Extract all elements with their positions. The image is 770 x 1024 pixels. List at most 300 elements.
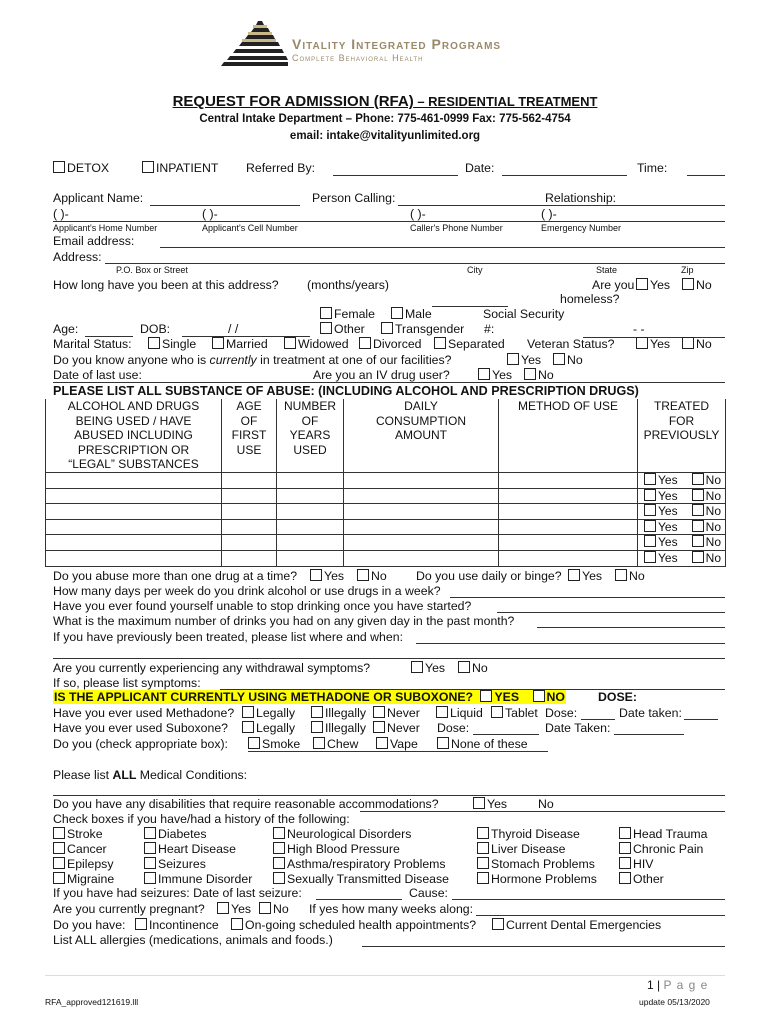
treated-yes[interactable] (644, 535, 678, 549)
condition-checkbox[interactable] (619, 872, 631, 884)
transgender-label: Transgender (395, 322, 465, 336)
appointments-option[interactable] (231, 918, 476, 932)
prev-treated-field[interactable] (416, 643, 725, 644)
condition-option[interactable] (273, 872, 449, 886)
condition-checkbox[interactable] (477, 872, 489, 884)
transgender-checkbox[interactable] (381, 322, 393, 334)
do-you-check-label: Do you (check appropriate box): (53, 737, 228, 751)
no-label: No (705, 472, 721, 487)
person-calling-field[interactable] (398, 205, 725, 206)
col1-line: “LEGAL” SUBSTANCES (68, 457, 199, 472)
medical-pre: Please list (53, 768, 113, 782)
none-label: None of these (451, 737, 528, 751)
methadone-tablet-checkbox[interactable] (491, 706, 503, 718)
cause-label: Cause: (409, 886, 448, 900)
col-age-first-use (222, 399, 277, 472)
methadone-legally[interactable] (242, 706, 295, 720)
condition-option[interactable] (144, 857, 206, 871)
incontinence-checkbox[interactable] (135, 918, 147, 930)
cell[interactable] (222, 472, 277, 488)
condition-checkbox[interactable] (273, 872, 285, 884)
treated-yes[interactable] (644, 520, 678, 534)
list-symptoms-label: If so, please list symptoms: (53, 676, 201, 690)
cell[interactable] (277, 519, 344, 535)
col1-line: ALCOHOL AND DRUGS (67, 399, 200, 413)
condition-checkbox[interactable] (619, 857, 631, 869)
condition-option[interactable] (53, 857, 113, 871)
age-label: Age: (53, 322, 79, 336)
daily-binge-yes-checkbox[interactable] (568, 569, 580, 581)
condition-label: Heart Disease (158, 842, 236, 856)
methadone-never[interactable] (373, 706, 420, 720)
chew-checkbox[interactable] (313, 737, 325, 749)
know-no[interactable] (553, 353, 583, 367)
none-option[interactable] (437, 737, 528, 751)
suboxone-date-field[interactable] (614, 734, 684, 735)
inpatient-checkbox[interactable] (142, 161, 154, 173)
divorced-option[interactable] (359, 337, 422, 351)
phones-line[interactable] (53, 221, 725, 222)
methadone-tablet[interactable] (491, 706, 538, 720)
more-than-one-yes-label: Yes (324, 569, 345, 583)
cell[interactable] (344, 488, 499, 504)
unable-stop-field[interactable] (497, 612, 725, 613)
condition-label: Sexually Transmitted Disease (287, 872, 449, 886)
withdrawal-yes-label: Yes (425, 661, 446, 675)
separated-checkbox[interactable] (434, 337, 446, 349)
single-option[interactable] (148, 337, 196, 351)
condition-option[interactable] (619, 872, 664, 886)
suboxone-legally[interactable] (242, 721, 295, 735)
cell[interactable] (277, 504, 344, 520)
methadone-no-checkbox[interactable] (533, 690, 545, 702)
referred-by-field[interactable] (333, 175, 458, 176)
disabilities-yes-label: Yes (487, 797, 508, 811)
cell[interactable] (277, 488, 344, 504)
transgender-option[interactable] (381, 322, 464, 336)
max-drinks-question: What is the maximum number of drinks you had on any given day in the past month? (53, 614, 515, 628)
treated-yes[interactable] (644, 504, 678, 518)
appointments-checkbox[interactable] (231, 918, 243, 930)
iv-yes-checkbox[interactable] (478, 368, 490, 380)
cell[interactable] (46, 488, 222, 504)
smoke-option[interactable] (248, 737, 300, 751)
vape-option[interactable] (376, 737, 418, 751)
no-label: No (705, 535, 721, 550)
suboxone-illegally[interactable] (311, 721, 366, 735)
pregnant-yes[interactable] (217, 902, 251, 916)
condition-option[interactable] (144, 827, 207, 841)
pregnant-question: Are you currently pregnant? (53, 902, 205, 916)
disabilities-no-checkbox[interactable] (524, 797, 536, 809)
condition-option[interactable] (273, 842, 400, 856)
page-word: P a g e (663, 978, 709, 992)
know-anyone-question (53, 353, 452, 367)
cause-field[interactable] (452, 899, 725, 900)
suboxone-dose-label: Dose: (437, 721, 470, 735)
treated-no[interactable] (692, 535, 721, 549)
separated-option[interactable] (434, 337, 505, 351)
disabilities-no[interactable] (524, 797, 554, 811)
pregnant-no[interactable] (259, 902, 289, 916)
know-q-pre: Do you know anyone who is (53, 353, 210, 367)
homeless-yes-label: Yes (650, 278, 671, 292)
veteran-yes-checkbox[interactable] (636, 337, 648, 349)
cell[interactable] (499, 504, 638, 520)
treated-cell[interactable] (638, 550, 726, 566)
illegally-label: Illegally (325, 706, 367, 720)
more-than-one-question: Do you abuse more than one drug at a time? (53, 569, 298, 583)
treated-no[interactable] (692, 520, 721, 534)
homeless-yes-checkbox[interactable] (636, 278, 648, 290)
disabilities-yes-checkbox[interactable] (473, 797, 485, 809)
condition-checkbox[interactable] (477, 842, 489, 854)
condition-label: Cancer (67, 842, 107, 856)
contact-line: Central Intake Department – Phone: 775-461-0999 Fax: 775-562-4754 (199, 113, 571, 125)
col6-line: FOR (668, 413, 695, 428)
iv-no[interactable] (524, 368, 554, 382)
withdrawal-yes-checkbox[interactable] (411, 661, 423, 673)
do-you-have-label: Do you have: (53, 918, 126, 932)
title-main: REQUEST FOR ADMISSION (RFA) (172, 93, 414, 110)
detox-option[interactable] (53, 161, 109, 175)
condition-option[interactable] (53, 872, 114, 886)
disabilities-field[interactable] (360, 811, 725, 812)
withdrawal-no-checkbox[interactable] (458, 661, 470, 673)
seizure-date-field[interactable] (316, 899, 402, 900)
iv-question: Are you an IV drug user? (313, 368, 450, 382)
suboxone-legally-checkbox[interactable] (242, 721, 254, 733)
condition-checkbox[interactable] (273, 827, 285, 839)
detox-checkbox[interactable] (53, 161, 65, 173)
condition-label: Migraine (67, 872, 115, 886)
vape-checkbox[interactable] (376, 737, 388, 749)
disabilities-yes[interactable] (473, 797, 507, 811)
condition-option[interactable] (477, 857, 595, 871)
time-field[interactable] (687, 175, 725, 176)
cell[interactable] (46, 519, 222, 535)
iv-yes[interactable] (478, 368, 512, 382)
ss-dashes: - - (633, 322, 645, 336)
homeless-yes[interactable] (636, 278, 670, 292)
col4-line: CONSUMPTION (376, 413, 466, 428)
substance-heading: PLEASE LIST ALL SUBSTANCE OF ABUSE: (INCLUDING ALCOHOL AND PRESCRIPTION DRUGS) (53, 384, 639, 398)
condition-option[interactable] (477, 827, 580, 841)
homeless-no-label: No (696, 278, 712, 292)
widowed-option[interactable] (284, 337, 349, 351)
veteran-no-checkbox[interactable] (682, 337, 694, 349)
person-calling-label: Person Calling: (312, 191, 396, 205)
cell[interactable] (344, 550, 499, 566)
methadone-yes-checkbox[interactable] (480, 690, 492, 702)
suboxone-never[interactable] (373, 721, 420, 735)
incontinence-option[interactable] (135, 918, 219, 932)
cell[interactable] (499, 550, 638, 566)
page-num: 1 (647, 978, 654, 992)
treated-cell[interactable] (638, 472, 726, 488)
cell[interactable] (499, 488, 638, 504)
logo-name: Vitality Integrated Programs (292, 36, 502, 52)
treated-no[interactable] (692, 489, 721, 503)
prev-treated-field-2[interactable] (53, 658, 725, 659)
condition-label: Stroke (67, 827, 103, 841)
condition-checkbox[interactable] (53, 827, 65, 839)
suboxone-dose-field[interactable] (473, 734, 539, 735)
tobacco-underline (248, 751, 548, 752)
condition-option[interactable] (477, 842, 566, 856)
condition-option[interactable] (619, 842, 703, 856)
other-gender-option[interactable] (320, 322, 365, 336)
date-label: Date: (465, 161, 495, 175)
dental-checkbox[interactable] (492, 918, 504, 930)
cell[interactable] (277, 550, 344, 566)
condition-checkbox[interactable] (53, 872, 65, 884)
methadone-date-label: Date taken: (619, 706, 682, 720)
more-than-one-no-label: No (371, 569, 387, 583)
weeks-along-label: If yes how many weeks along: (309, 902, 474, 916)
treated-cell[interactable] (638, 535, 726, 551)
col4-line: DAILY (404, 399, 438, 413)
emergency-phone-paren: ( )- (541, 207, 557, 221)
male-checkbox[interactable] (391, 307, 403, 319)
know-yes-checkbox[interactable] (507, 353, 519, 365)
more-than-one-no-checkbox[interactable] (357, 569, 369, 581)
married-option[interactable] (212, 337, 268, 351)
methadone-illegally-checkbox[interactable] (311, 706, 323, 718)
condition-checkbox[interactable] (53, 857, 65, 869)
max-drinks-field[interactable] (537, 627, 725, 628)
divorced-checkbox[interactable] (359, 337, 371, 349)
condition-checkbox[interactable] (144, 872, 156, 884)
cell[interactable] (344, 535, 499, 551)
footer-left: RFA_approved121619.lll (45, 997, 139, 1007)
condition-option[interactable] (53, 842, 107, 856)
male-option[interactable] (391, 307, 432, 321)
suboxone-illegally-checkbox[interactable] (311, 721, 323, 733)
cell[interactable] (499, 519, 638, 535)
methadone-never-checkbox[interactable] (373, 706, 385, 718)
female-option[interactable] (320, 307, 375, 321)
cell[interactable] (222, 488, 277, 504)
cell[interactable] (46, 550, 222, 566)
more-than-one-no[interactable] (357, 569, 387, 583)
cell[interactable] (222, 504, 277, 520)
condition-option[interactable] (144, 872, 252, 886)
cell[interactable] (46, 504, 222, 520)
no-label: No (705, 519, 721, 534)
condition-option[interactable] (53, 827, 103, 841)
female-checkbox[interactable] (320, 307, 332, 319)
veteran-label: Veteran Status? (527, 337, 615, 351)
cell[interactable] (499, 535, 638, 551)
condition-label: Thyroid Disease (491, 827, 580, 841)
withdrawal-no-label: No (472, 661, 488, 675)
single-checkbox[interactable] (148, 337, 160, 349)
treated-no[interactable] (692, 551, 721, 565)
treated-cell[interactable] (638, 504, 726, 520)
know-q-post: in treatment at one of our facilities? (256, 353, 452, 367)
treated-cell[interactable] (638, 488, 726, 504)
married-checkbox[interactable] (212, 337, 224, 349)
logo-tagline: Complete Behavioral Health (292, 53, 424, 63)
pregnant-no-checkbox[interactable] (259, 902, 271, 914)
methadone-illegally[interactable] (311, 706, 366, 720)
condition-option[interactable] (273, 857, 446, 871)
substance-row[interactable] (46, 519, 726, 535)
condition-option[interactable] (619, 827, 708, 841)
suboxone-date-label: Date Taken: (545, 721, 611, 735)
cell[interactable] (344, 504, 499, 520)
condition-label: Head Trauma (633, 827, 708, 841)
smoke-checkbox[interactable] (248, 737, 260, 749)
veteran-no-label: No (696, 337, 712, 351)
po-caption: P.O. Box or Street (116, 265, 188, 275)
illegally-label: Illegally (325, 721, 367, 735)
know-yes[interactable] (507, 353, 541, 367)
substance-row[interactable] (46, 488, 726, 504)
condition-checkbox[interactable] (477, 827, 489, 839)
methadone-legally-checkbox[interactable] (242, 706, 254, 718)
substance-row[interactable] (46, 504, 726, 520)
condition-option[interactable] (273, 827, 411, 841)
condition-checkbox[interactable] (144, 842, 156, 854)
substance-header-row (46, 399, 726, 472)
condition-checkbox[interactable] (619, 827, 631, 839)
cell[interactable] (222, 550, 277, 566)
more-than-one-yes-checkbox[interactable] (310, 569, 322, 581)
condition-checkbox[interactable] (53, 842, 65, 854)
substance-row[interactable] (46, 472, 726, 488)
cell[interactable] (344, 472, 499, 488)
inpatient-label: INPATIENT (156, 161, 219, 175)
address-label: Address: (53, 250, 102, 264)
condition-label: Diabetes (158, 827, 207, 841)
know-no-checkbox[interactable] (553, 353, 565, 365)
single-label: Single (162, 337, 197, 351)
pregnant-no-label: No (273, 902, 289, 916)
inpatient-option[interactable] (142, 161, 218, 175)
medical-conditions-field[interactable] (53, 795, 725, 796)
days-per-week-field[interactable] (450, 597, 725, 598)
never-label: Never (387, 706, 420, 720)
condition-option[interactable] (477, 872, 597, 886)
treated-no[interactable] (692, 504, 721, 518)
condition-checkbox[interactable] (144, 857, 156, 869)
condition-checkbox[interactable] (144, 827, 156, 839)
other-gender-checkbox[interactable] (320, 322, 332, 334)
substance-row[interactable] (46, 550, 726, 566)
allergies-label: List ALL allergies (medications, animals and foods.) (53, 933, 333, 947)
cell[interactable] (499, 472, 638, 488)
widowed-checkbox[interactable] (284, 337, 296, 349)
veteran-yes[interactable] (636, 337, 670, 351)
condition-label: Immune Disorder (158, 872, 253, 886)
treated-cell[interactable] (638, 519, 726, 535)
col-method (499, 399, 638, 472)
methadone-liquid-checkbox[interactable] (436, 706, 448, 718)
methadone-question (53, 690, 566, 704)
col5-line: METHOD OF USE (517, 399, 618, 413)
cell[interactable] (344, 519, 499, 535)
cell-phone-paren: ( )- (202, 207, 218, 221)
iv-yes-label: Yes (492, 368, 513, 382)
vape-label: Vape (390, 737, 418, 751)
pregnant-yes-checkbox[interactable] (217, 902, 229, 914)
homeless-no-checkbox[interactable] (682, 278, 694, 290)
treated-yes[interactable] (644, 473, 678, 487)
methadone-liquid[interactable] (436, 706, 483, 720)
cell[interactable] (277, 535, 344, 551)
date-field[interactable] (502, 175, 627, 176)
tablet-label: Tablet (505, 706, 538, 720)
methadone-dose-field[interactable] (581, 719, 615, 720)
veteran-no[interactable] (682, 337, 712, 351)
email-address-field[interactable] (160, 247, 725, 248)
treated-yes[interactable] (644, 489, 678, 503)
cell[interactable] (222, 519, 277, 535)
withdrawal-yes[interactable] (411, 661, 445, 675)
col6-line: PREVIOUSLY (643, 428, 720, 443)
allergies-field[interactable] (362, 946, 725, 947)
condition-checkbox[interactable] (619, 842, 631, 854)
dob-slashes: / / (228, 322, 239, 336)
condition-checkbox[interactable] (273, 842, 285, 854)
treated-no[interactable] (692, 473, 721, 487)
col3-line: OF (301, 413, 319, 428)
col3-line: NUMBER (283, 399, 336, 413)
last-use-line[interactable] (53, 382, 725, 383)
yes-label: Yes (658, 519, 678, 534)
daily-binge-no-checkbox[interactable] (615, 569, 627, 581)
treated-yes[interactable] (644, 551, 678, 565)
none-checkbox[interactable] (437, 737, 449, 749)
daily-binge-no-label: No (629, 569, 645, 583)
daily-binge-yes[interactable] (568, 569, 602, 583)
separated-label: Separated (448, 337, 505, 351)
how-long-question: How long have you been at this address? (53, 278, 279, 292)
withdrawal-no[interactable] (458, 661, 488, 675)
suboxone-never-checkbox[interactable] (373, 721, 385, 733)
cell[interactable] (46, 472, 222, 488)
methadone-date-field[interactable] (684, 719, 718, 720)
dental-option[interactable] (492, 918, 661, 932)
col-substances (46, 399, 222, 472)
cell[interactable] (222, 535, 277, 551)
condition-checkbox[interactable] (273, 857, 285, 869)
divorced-label: Divorced (373, 337, 422, 351)
condition-option[interactable] (144, 842, 236, 856)
cell[interactable] (46, 535, 222, 551)
daily-binge-no[interactable] (615, 569, 645, 583)
chew-option[interactable] (313, 737, 358, 751)
condition-checkbox[interactable] (477, 857, 489, 869)
more-than-one-yes[interactable] (310, 569, 344, 583)
condition-option[interactable] (619, 857, 654, 871)
incontinence-label: Incontinence (149, 918, 219, 932)
applicant-name-field[interactable] (150, 205, 300, 206)
homeless-no[interactable] (682, 278, 712, 292)
cell[interactable] (277, 472, 344, 488)
home-number-caption: Applicant's Home Number (53, 223, 158, 233)
zip-caption: Zip (681, 265, 694, 275)
prev-treated-question: If you have previously been treated, please list where and when: (53, 630, 403, 644)
address-field[interactable] (105, 263, 725, 264)
iv-no-checkbox[interactable] (524, 368, 536, 380)
substance-row[interactable] (46, 535, 726, 551)
yes-label: Yes (658, 535, 678, 550)
widowed-label: Widowed (298, 337, 349, 351)
weeks-along-field[interactable] (476, 915, 725, 916)
